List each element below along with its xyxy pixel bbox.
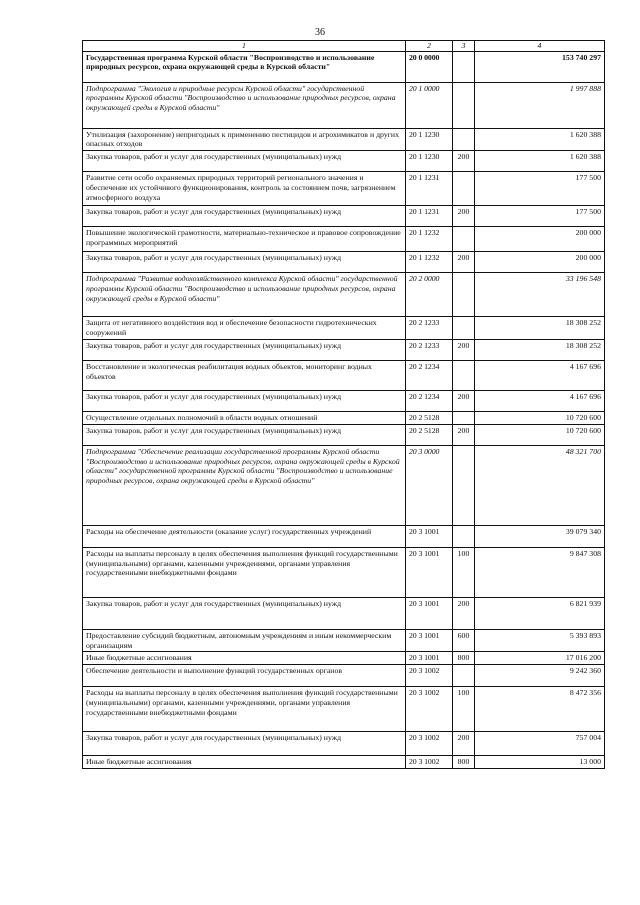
table-row — [83, 340, 605, 361]
row-type-cell: 200 — [453, 391, 475, 412]
row-sum-cell: 18 308 252 — [475, 317, 605, 340]
row-name-cell: Закупка товаров, работ и услуг для государственных (муниципальных) нужд — [83, 424, 406, 445]
table-row — [83, 391, 605, 412]
row-sum-cell: 177 500 — [475, 206, 605, 227]
row-name-cell: Закупка товаров, работ и услуг для государственных (муниципальных) нужд — [83, 732, 406, 756]
row-name-cell: Защита от негативного воздействия вод и обеспечение безопасности гидротехнических сооружений — [83, 317, 406, 340]
row-name-cell: Расходы на выплаты персоналу в целях обеспечения выполнения функций государственными (муниципальными) органами, казенными учреждениями, органами управления государственными внебюджетными фондами — [83, 687, 406, 732]
row-sum-cell: 177 500 — [475, 172, 605, 206]
row-name-cell: Подпрограмма "Обеспечение реализации государственной программы Курской области "Воспроизводство и использование природных ресурсов, охрана окружающей среды в Курской области" государственной программы Курской области "Воспроизводство и использование природных ресурсов, охрана окружающей среды в Курской области" — [83, 445, 406, 525]
column-number-4: 4 — [475, 41, 605, 52]
row-code-cell: 20 2 1234 — [406, 391, 453, 412]
table-row — [83, 412, 605, 425]
row-sum-cell: 6 821 939 — [475, 597, 605, 629]
row-name-cell: Закупка товаров, работ и услуг для государственных (муниципальных) нужд — [83, 206, 406, 227]
row-code-cell: 20 3 1002 — [406, 687, 453, 732]
row-code-cell: 20 1 1230 — [406, 128, 453, 150]
row-name-cell: Закупка товаров, работ и услуг для государственных (муниципальных) нужд — [83, 151, 406, 172]
row-sum-cell: 4 167 696 — [475, 361, 605, 391]
row-type-cell — [453, 361, 475, 391]
program-row — [83, 51, 605, 82]
row-sum-cell: 9 242 360 — [475, 665, 605, 687]
row-type-cell: 200 — [453, 151, 475, 172]
budget-table — [82, 40, 605, 769]
row-type-cell: 100 — [453, 547, 475, 597]
table-row — [83, 151, 605, 172]
row-type-cell: 800 — [453, 652, 475, 665]
row-type-cell: 600 — [453, 629, 475, 651]
row-type-cell — [453, 51, 475, 82]
row-name-cell: Восстановление и экологическая реабилитация водных объектов, мониторинг водных объектов — [83, 361, 406, 391]
row-name-cell: Закупка товаров, работ и услуг для государственных (муниципальных) нужд — [83, 391, 406, 412]
row-sum-cell: 4 167 696 — [475, 391, 605, 412]
table-row — [83, 597, 605, 629]
row-type-cell — [453, 317, 475, 340]
table-row — [83, 317, 605, 340]
row-sum-cell: 39 079 340 — [475, 525, 605, 547]
column-number-2: 2 — [406, 41, 453, 52]
table-row — [83, 732, 605, 756]
row-code-cell: 20 1 1231 — [406, 172, 453, 206]
row-code-cell: 20 2 0000 — [406, 273, 453, 317]
row-sum-cell: 18 308 252 — [475, 340, 605, 361]
row-type-cell — [453, 445, 475, 525]
page-number: 36 — [315, 27, 325, 38]
table-row — [83, 227, 605, 252]
row-code-cell: 20 2 1233 — [406, 317, 453, 340]
row-name-cell: Иные бюджетные ассигнования — [83, 756, 406, 769]
row-sum-cell: 200 000 — [475, 227, 605, 252]
row-type-cell: 200 — [453, 340, 475, 361]
row-sum-cell: 13 000 — [475, 756, 605, 769]
row-sum-cell: 10 720 600 — [475, 424, 605, 445]
row-sum-cell: 200 000 — [475, 252, 605, 273]
row-code-cell: 20 1 1231 — [406, 206, 453, 227]
row-code-cell: 20 3 1001 — [406, 597, 453, 629]
row-type-cell — [453, 525, 475, 547]
column-number-3: 3 — [453, 41, 475, 52]
row-sum-cell: 1 620 388 — [475, 151, 605, 172]
row-sum-cell: 153 740 297 — [475, 51, 605, 82]
row-code-cell: 20 1 0000 — [406, 82, 453, 128]
row-type-cell: 100 — [453, 687, 475, 732]
row-type-cell — [453, 227, 475, 252]
row-name-cell: Закупка товаров, работ и услуг для государственных (муниципальных) нужд — [83, 340, 406, 361]
row-type-cell — [453, 273, 475, 317]
row-name-cell: Повышение экологической грамотности, материально-техническое и правовое сопровождение программных мероприятий — [83, 227, 406, 252]
row-sum-cell: 5 393 893 — [475, 629, 605, 651]
row-sum-cell: 9 847 308 — [475, 547, 605, 597]
row-sum-cell: 17 016 200 — [475, 652, 605, 665]
column-number-1: 1 — [83, 41, 406, 52]
row-code-cell: 20 0 0000 — [406, 51, 453, 82]
row-code-cell: 20 3 1001 — [406, 652, 453, 665]
row-type-cell: 200 — [453, 252, 475, 273]
row-code-cell: 20 1 1230 — [406, 151, 453, 172]
table-row — [83, 252, 605, 273]
row-sum-cell: 1 620 388 — [475, 128, 605, 150]
row-name-cell: Утилизация (захоронение) непригодных к применению пестицидов и агрохимикатов и других опасных отходов — [83, 128, 406, 150]
table-row — [83, 756, 605, 769]
table-row — [83, 128, 605, 150]
row-type-cell: 200 — [453, 206, 475, 227]
row-name-cell: Развитие сети особо охраняемых природных территорий регионального значения и обеспечение их устойчивого функционирования, контроль за состоянием почв, загрязнением атмосферного воздуха — [83, 172, 406, 206]
row-name-cell: Обеспечение деятельности и выполнение функций государственных органов — [83, 665, 406, 687]
row-code-cell: 20 1 1232 — [406, 227, 453, 252]
row-sum-cell: 757 004 — [475, 732, 605, 756]
row-type-cell: 200 — [453, 732, 475, 756]
row-name-cell: Расходы на обеспечение деятельности (оказание услуг) государственных учреждений — [83, 525, 406, 547]
row-code-cell: 20 2 5128 — [406, 412, 453, 425]
row-sum-cell: 10 720 600 — [475, 412, 605, 425]
row-type-cell — [453, 82, 475, 128]
row-name-cell: Расходы на выплаты персоналу в целях обеспечения выполнения функций государственными (муниципальными) органами, казенными учреждениями, органами управления государственными внебюджетными фондами — [83, 547, 406, 597]
subprogram-row — [83, 82, 605, 128]
row-type-cell: 800 — [453, 756, 475, 769]
row-code-cell: 20 3 0000 — [406, 445, 453, 525]
table-row — [83, 652, 605, 665]
table-row — [83, 424, 605, 445]
row-code-cell: 20 1 1232 — [406, 252, 453, 273]
row-sum-cell: 33 196 548 — [475, 273, 605, 317]
table-row — [83, 687, 605, 732]
table-row — [83, 525, 605, 547]
row-name-cell: Закупка товаров, работ и услуг для государственных (муниципальных) нужд — [83, 597, 406, 629]
row-type-cell — [453, 412, 475, 425]
row-sum-cell: 8 472 356 — [475, 687, 605, 732]
row-name-cell: Закупка товаров, работ и услуг для государственных (муниципальных) нужд — [83, 252, 406, 273]
row-type-cell — [453, 172, 475, 206]
row-code-cell: 20 2 1233 — [406, 340, 453, 361]
row-name-cell: Осуществление отдельных полномочий в области водных отношений — [83, 412, 406, 425]
row-name-cell: Иные бюджетные ассигнования — [83, 652, 406, 665]
row-name-cell: Подпрограмма "Экология и природные ресурсы Курской области" государственной программы Курской области "Воспроизводство и использование природных ресурсов, охрана окружающей среды в Курской области" — [83, 82, 406, 128]
row-code-cell: 20 2 5128 — [406, 424, 453, 445]
row-type-cell — [453, 128, 475, 150]
row-sum-cell: 1 997 888 — [475, 82, 605, 128]
table-row — [83, 172, 605, 206]
row-code-cell: 20 3 1001 — [406, 547, 453, 597]
row-name-cell: Государственная программа Курской области "Воспроизводство и использование природных ресурсов, охрана окружающей среды в Курской области" — [83, 51, 406, 82]
row-sum-cell: 48 321 700 — [475, 445, 605, 525]
table-row — [83, 665, 605, 687]
row-code-cell: 20 3 1002 — [406, 756, 453, 769]
row-code-cell: 20 3 1001 — [406, 525, 453, 547]
row-name-cell: Подпрограмма "Развитие водохозяйственного комплекса Курской области" государственной программы Курской области "Воспроизводство и использование природных ресурсов, охрана окружающей среды в Курской области" — [83, 273, 406, 317]
table-row — [83, 206, 605, 227]
subprogram-row — [83, 273, 605, 317]
table-row — [83, 361, 605, 391]
subprogram-row — [83, 445, 605, 525]
row-type-cell: 200 — [453, 597, 475, 629]
table-row — [83, 547, 605, 597]
row-code-cell: 20 2 1234 — [406, 361, 453, 391]
row-code-cell: 20 3 1002 — [406, 665, 453, 687]
row-type-cell — [453, 665, 475, 687]
budget-table-body — [83, 41, 605, 769]
row-code-cell: 20 3 1001 — [406, 629, 453, 651]
row-code-cell: 20 3 1002 — [406, 732, 453, 756]
row-type-cell: 200 — [453, 424, 475, 445]
row-name-cell: Предоставление субсидий бюджетным, автономным учреждениям и иным некоммерческим организациям — [83, 629, 406, 651]
table-row — [83, 629, 605, 651]
column-number-row — [83, 41, 605, 52]
